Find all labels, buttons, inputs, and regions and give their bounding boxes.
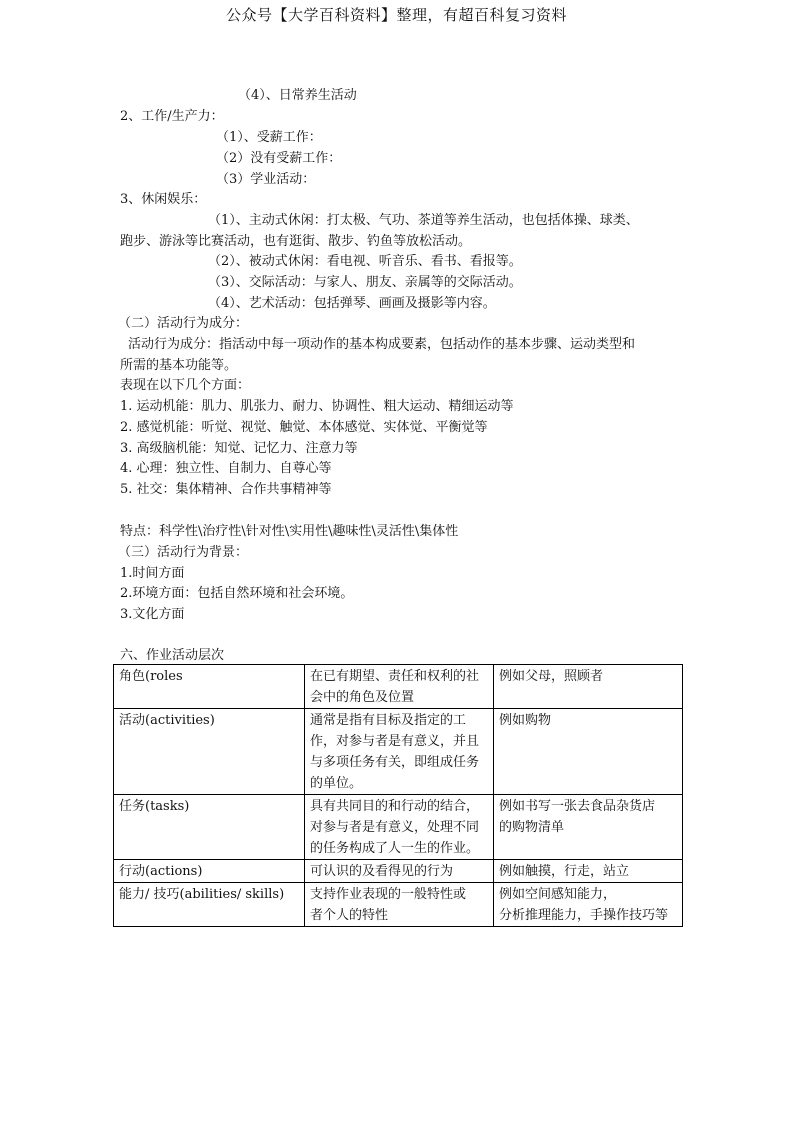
page-header: 公众号【大学百科资料】整理，有超百科复习资料 — [225, 6, 567, 24]
table-row — [114, 709, 683, 795]
text-line: 2.环境方面：包括自然环境和社会环境。 — [120, 586, 354, 601]
text-line: 跑步、游泳等比赛活动，也有逛街、散步、钓鱼等放松活动。 — [120, 234, 472, 249]
text-line: 所需的基本功能等。 — [120, 358, 238, 373]
section-heading: （二）活动行为成分： — [118, 316, 249, 331]
table-row — [114, 795, 683, 860]
table-cell: 例如书写一张去食品杂货店 的购物清单 — [494, 795, 683, 860]
occupation-levels-table — [113, 664, 683, 927]
text-line: 特点：科学性\治疗性\针对性\实用性\趣味性\灵活性\集体性 — [120, 524, 459, 539]
table-cell: 通常是指有目标及指定的工 作，对参与者是有意义，并且 与多项任务有关，即组成任务 的单位。 — [305, 709, 494, 795]
section-heading: 2、工作/生产力： — [120, 109, 224, 124]
table-caption: 六、作业活动层次 — [120, 648, 225, 663]
list-item: 4. 心理：独立性、自制力、自尊心等 — [120, 461, 332, 476]
table-cell: 例如父母，照顾者 — [494, 665, 683, 709]
section-heading: （三）活动行为背景： — [118, 545, 249, 560]
table-cell: 可认识的及看得见的行为 — [305, 860, 494, 883]
list-item: 5. 社交：集体精神、合作共事精神等 — [120, 482, 332, 497]
list-item: 1. 运动机能：肌力、肌张力、耐力、协调性、粗大运动、精细运动等 — [120, 399, 514, 414]
text-line: 活动行为成分：指活动中每一项动作的基本构成要素，包括动作的基本步骤、运动类型和 — [128, 337, 636, 352]
text-line: 3.文化方面 — [120, 607, 185, 622]
text-line: （2）、被动式休闲：看电视、听音乐、看书、看报等。 — [208, 254, 522, 269]
text-line: （2）没有受薪工作： — [216, 151, 342, 166]
table-cell: 具有共同目的和行动的结合， 对参与者是有意义，处理不同 的任务构成了人一生的作业。 — [305, 795, 494, 860]
text-line: （4）、艺术活动：包括弹琴、画画及摄影等内容。 — [208, 296, 496, 311]
list-item: 3. 高级脑机能：知觉、记忆力、注意力等 — [120, 441, 358, 456]
text-line: （1）、主动式休闲：打太极、气功、茶道等养生活动，也包括体操、球类、 — [208, 213, 639, 228]
table-cell: 在已有期望、责任和权利的社 会中的角色及位置 — [305, 665, 494, 709]
text-line: （3）学业活动： — [216, 172, 316, 187]
list-item: 2. 感觉机能：听觉、视觉、触觉、本体感觉、实体觉、平衡觉等 — [120, 420, 488, 435]
table-cell: 活动(activities) — [114, 709, 305, 795]
text-line: （1）、受薪工作： — [216, 130, 322, 145]
table-row — [114, 860, 683, 883]
text-line: 表现在以下几个方面： — [120, 378, 251, 393]
table-cell: 任务(tasks) — [114, 795, 305, 860]
text-line: 1.时间方面 — [120, 566, 185, 581]
table-cell: 支持作业表现的一般特性或 者个人的特性 — [305, 883, 494, 927]
table-cell: 角色(roles — [114, 665, 305, 709]
section-heading: 3、休闲娱乐： — [120, 192, 207, 207]
table-cell: 例如触摸，行走，站立 — [494, 860, 683, 883]
text-line: （4）、日常养生活动 — [238, 88, 357, 103]
table-row — [114, 883, 683, 927]
text-line: （3）、交际活动：与家人、朋友、亲属等的交际活动。 — [208, 275, 522, 290]
table-cell: 行动(actions) — [114, 860, 305, 883]
table-cell: 例如购物 — [494, 709, 683, 795]
table-row — [114, 665, 683, 709]
table-cell: 例如空间感知能力， 分析推理能力，手操作技巧等 — [494, 883, 683, 927]
table-cell: 能力/ 技巧(abilities/ skills) — [114, 883, 305, 927]
